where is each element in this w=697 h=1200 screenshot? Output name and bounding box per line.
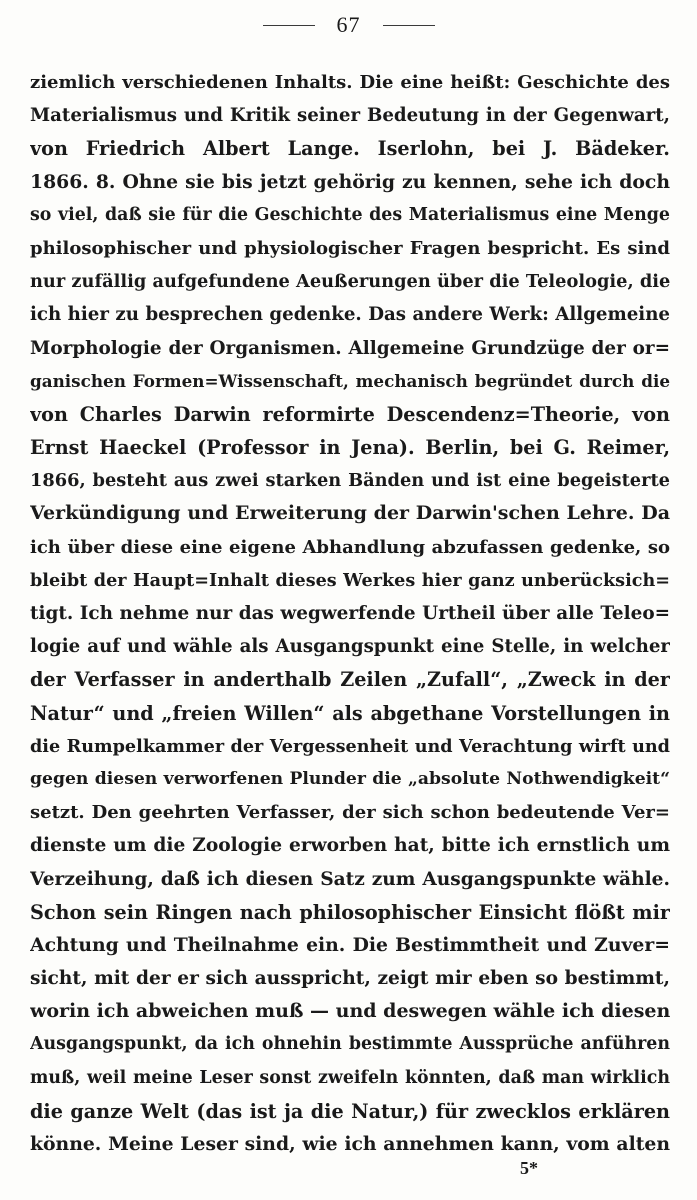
page-number: 67 bbox=[336, 12, 361, 37]
text-line: logie auf und wähle als Ausgangspunkt eine Stelle, in welcher bbox=[30, 636, 670, 658]
text-line: philosophischer und physiologischer Fragen bespricht. Es sind bbox=[30, 237, 670, 259]
text-line: ich über diese eine eigene Abhandlung abzufassen gedenke, so bbox=[30, 536, 670, 558]
text-line: bleibt der Haupt=Inhalt dieses Werkes hier ganz unberücksich= bbox=[30, 569, 670, 591]
text-line: nur zufällig aufgefundene Aeußerungen über die Teleologie, die bbox=[30, 271, 670, 293]
text-line: von Friedrich Albert Lange. Iserlohn, bei J. Bädeker. bbox=[30, 137, 670, 161]
text-line: Morphologie der Organismen. Allgemeine Grundzüge der or= bbox=[30, 337, 670, 359]
text-line: ziemlich verschiedenen Inhalts. Die eine heißt: Geschichte des bbox=[30, 72, 670, 93]
text-line: Materialismus und Kritik seiner Bedeutung in der Gegenwart, bbox=[30, 105, 670, 127]
text-line: Verzeihung, daß ich diesen Satz zum Ausgangspunkte wähle. bbox=[30, 868, 670, 890]
text-line: worin ich abweichen muß — und deswegen wähle ich diesen bbox=[30, 1000, 670, 1023]
text-line: 1866, besteht aus zwei starken Bänden und ist eine begeisterte bbox=[30, 470, 670, 492]
header-rule-right bbox=[383, 25, 435, 26]
text-line: setzt. Den geehrten Verfasser, der sich schon bedeutende Ver= bbox=[30, 802, 670, 824]
text-line: ganischen Formen=Wissenschaft, mechanisch begründet durch die bbox=[30, 370, 670, 391]
text-line: der Verfasser in anderthalb Zeilen „Zufall“, „Zweck in der bbox=[30, 668, 670, 692]
header-rule-left bbox=[263, 25, 315, 26]
text-line: 1866. 8. Ohne sie bis jetzt gehörig zu kennen, sehe ich doch bbox=[30, 170, 670, 193]
text-line: Achtung und Theilnahme ein. Die Bestimmtheit und Zuver= bbox=[30, 933, 670, 956]
page-header bbox=[0, 8, 697, 42]
text-line: muß, weil meine Leser sonst zweifeln könnten, daß man wirklich bbox=[30, 1067, 670, 1088]
text-line: gegen diesen verworfenen Plunder die „absolute Nothwendigkeit“ bbox=[30, 768, 670, 789]
text-line: Ernst Haeckel (Professor in Jena). Berlin, bei G. Reimer, bbox=[30, 436, 670, 460]
signature-mark: 5* bbox=[520, 1158, 538, 1178]
text-line: Ausgangspunkt, da ich ohnehin bestimmte Aussprüche anführen bbox=[30, 1034, 670, 1055]
text-line: die Rumpelkammer der Vergessenheit und Verachtung wirft und bbox=[30, 735, 670, 757]
text-line: dienste um die Zoologie erworben hat, bitte ich ernstlich um bbox=[30, 835, 670, 857]
text-line: tigt. Ich nehme nur das wegwerfende Urtheil über alle Teleo= bbox=[30, 603, 670, 624]
text-line: sicht, mit der er sich ausspricht, zeigt mir eben so bestimmt, bbox=[30, 968, 670, 990]
text-line: Natur“ und „freien Willen“ als abgethane Vorstellungen in bbox=[30, 701, 670, 725]
text-line: von Charles Darwin reformirte Descendenz=Theorie, von bbox=[30, 402, 670, 426]
text-line: Schon sein Ringen nach philosophischer Einsicht flößt mir bbox=[30, 900, 670, 924]
text-line: so viel, daß sie für die Geschichte des Materialismus eine Menge bbox=[30, 204, 670, 225]
body-text bbox=[30, 66, 670, 1161]
text-line: die ganze Welt (das ist ja die Natur,) für zwecklos erklären bbox=[30, 1099, 670, 1123]
text-line: könne. Meine Leser sind, wie ich annehmen kann, vom alten bbox=[30, 1133, 670, 1155]
text-line: ich hier zu besprechen gedenke. Das andere Werk: Allgemeine bbox=[30, 304, 670, 326]
text-line: Verkündigung und Erweiterung der Darwin'schen Lehre. Da bbox=[30, 502, 670, 525]
